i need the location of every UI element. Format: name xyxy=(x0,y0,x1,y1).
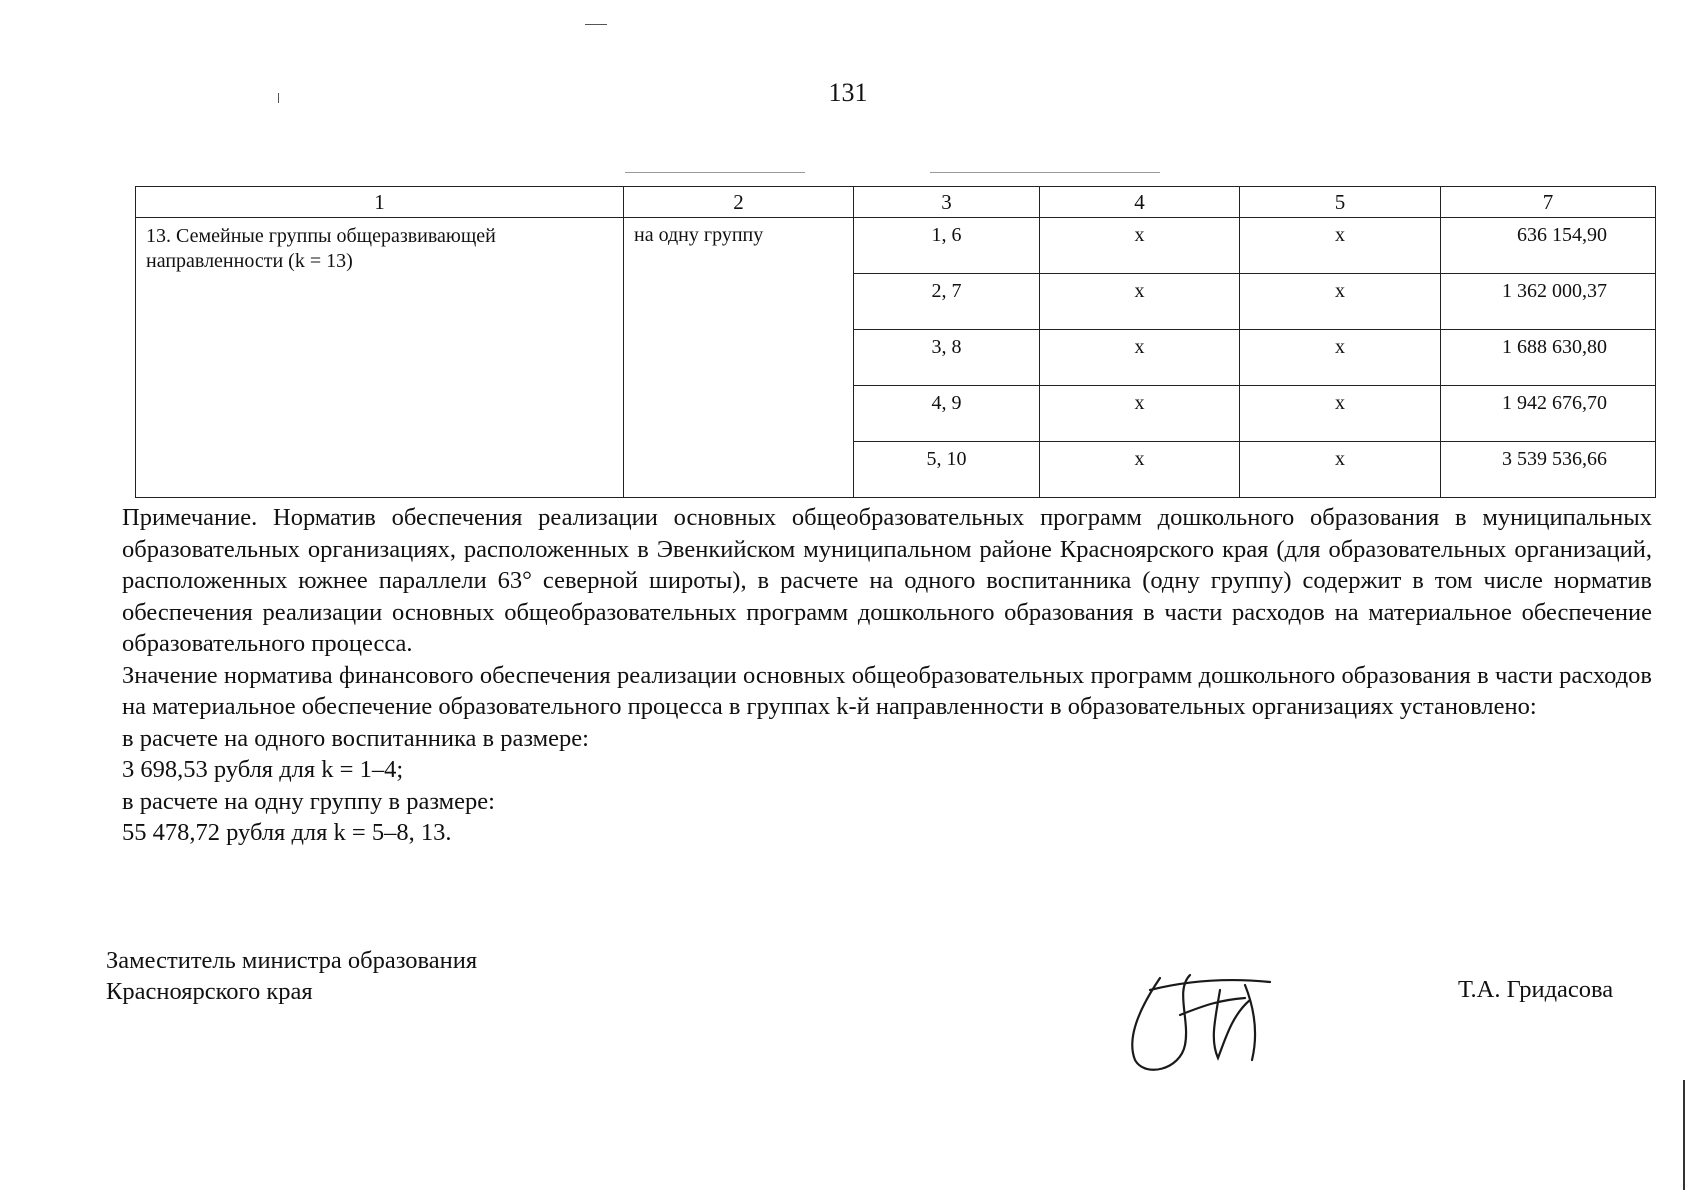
group-count-cell: 4, 9 xyxy=(854,386,1040,442)
column-header: 1 xyxy=(136,187,624,218)
per-pupil-label: в расчете на одного воспитанника в размере: xyxy=(122,724,589,752)
group-type-cell: 13. Семейные группы общеразвивающей направленности (k = 13) xyxy=(136,218,624,498)
col5-cell: х xyxy=(1240,330,1441,386)
unit-cell: на одну группу xyxy=(624,218,854,498)
table-row xyxy=(136,218,1656,274)
column-header: 7 xyxy=(1441,187,1656,218)
page-number: 131 xyxy=(828,78,868,107)
per-group-value: 55 478,72 рубля для k = 5–8, 13. xyxy=(122,819,452,846)
col4-cell: х xyxy=(1040,274,1240,330)
table-header-row xyxy=(136,187,1656,218)
col5-cell: х xyxy=(1240,274,1441,330)
handwritten-signature xyxy=(1120,960,1290,1080)
scan-edge-line xyxy=(1683,1080,1685,1190)
norm-value-cell: 3 539 536,66 xyxy=(1441,442,1656,498)
norm-value-cell: 1 942 676,70 xyxy=(1441,386,1656,442)
norm-value-cell: 1 362 000,37 xyxy=(1441,274,1656,330)
norm-value-cell: 1 688 630,80 xyxy=(1441,330,1656,386)
col5-cell: х xyxy=(1240,386,1441,442)
col4-cell: х xyxy=(1040,330,1240,386)
col4-cell: х xyxy=(1040,386,1240,442)
column-header: 2 xyxy=(624,187,854,218)
norm-value-cell: 636 154,90 xyxy=(1441,218,1656,274)
note-paragraph: Значение норматива финансового обеспечения реализации основных общеобразовательных программ дошкольного образования в части расходов на материальное обеспечение образовательного процесса в группах k-й направленности в образовательных организациях установлено: xyxy=(122,661,1652,720)
scan-artifact xyxy=(278,93,279,103)
scan-artifact xyxy=(625,172,805,173)
per-group-label: в расчете на одну группу в размере: xyxy=(122,787,495,815)
group-count-cell: 5, 10 xyxy=(854,442,1040,498)
signer-position-line: Красноярского края xyxy=(106,978,313,1005)
note-paragraph: Примечание. Норматив обеспечения реализации основных общеобразовательных программ дошкольного образования в муниципальных образовательных организациях, расположенных в Эвенкийском муниципальном районе Красноярского края (для образовательных организаций, расположенных южнее параллели 63° северной широты), в расчете на одного воспитанника (одну группу) содержит в том числе норматив обеспечения реализации основных общеобразовательных программ дошкольного образования в части расходов на материальное обеспечение образовательного процесса. xyxy=(122,504,1652,657)
column-header: 4 xyxy=(1040,187,1240,218)
scan-artifact xyxy=(930,172,1160,173)
signer-name: Т.А. Гридасова xyxy=(1458,976,1614,1003)
col4-cell: х xyxy=(1040,442,1240,498)
group-count-cell: 1, 6 xyxy=(854,218,1040,274)
col5-cell: х xyxy=(1240,442,1441,498)
col4-cell: х xyxy=(1040,218,1240,274)
signer-position-line: Заместитель министра образования xyxy=(106,947,478,974)
col5-cell: х xyxy=(1240,218,1441,274)
signer-position xyxy=(106,945,477,1007)
scan-artifact xyxy=(585,24,607,25)
column-header: 5 xyxy=(1240,187,1441,218)
group-count-cell: 3, 8 xyxy=(854,330,1040,386)
note-block xyxy=(122,502,1652,849)
group-count-cell: 2, 7 xyxy=(854,274,1040,330)
per-pupil-value: 3 698,53 рубля для k = 1–4; xyxy=(122,756,404,783)
norm-table xyxy=(135,186,1656,498)
column-header: 3 xyxy=(854,187,1040,218)
